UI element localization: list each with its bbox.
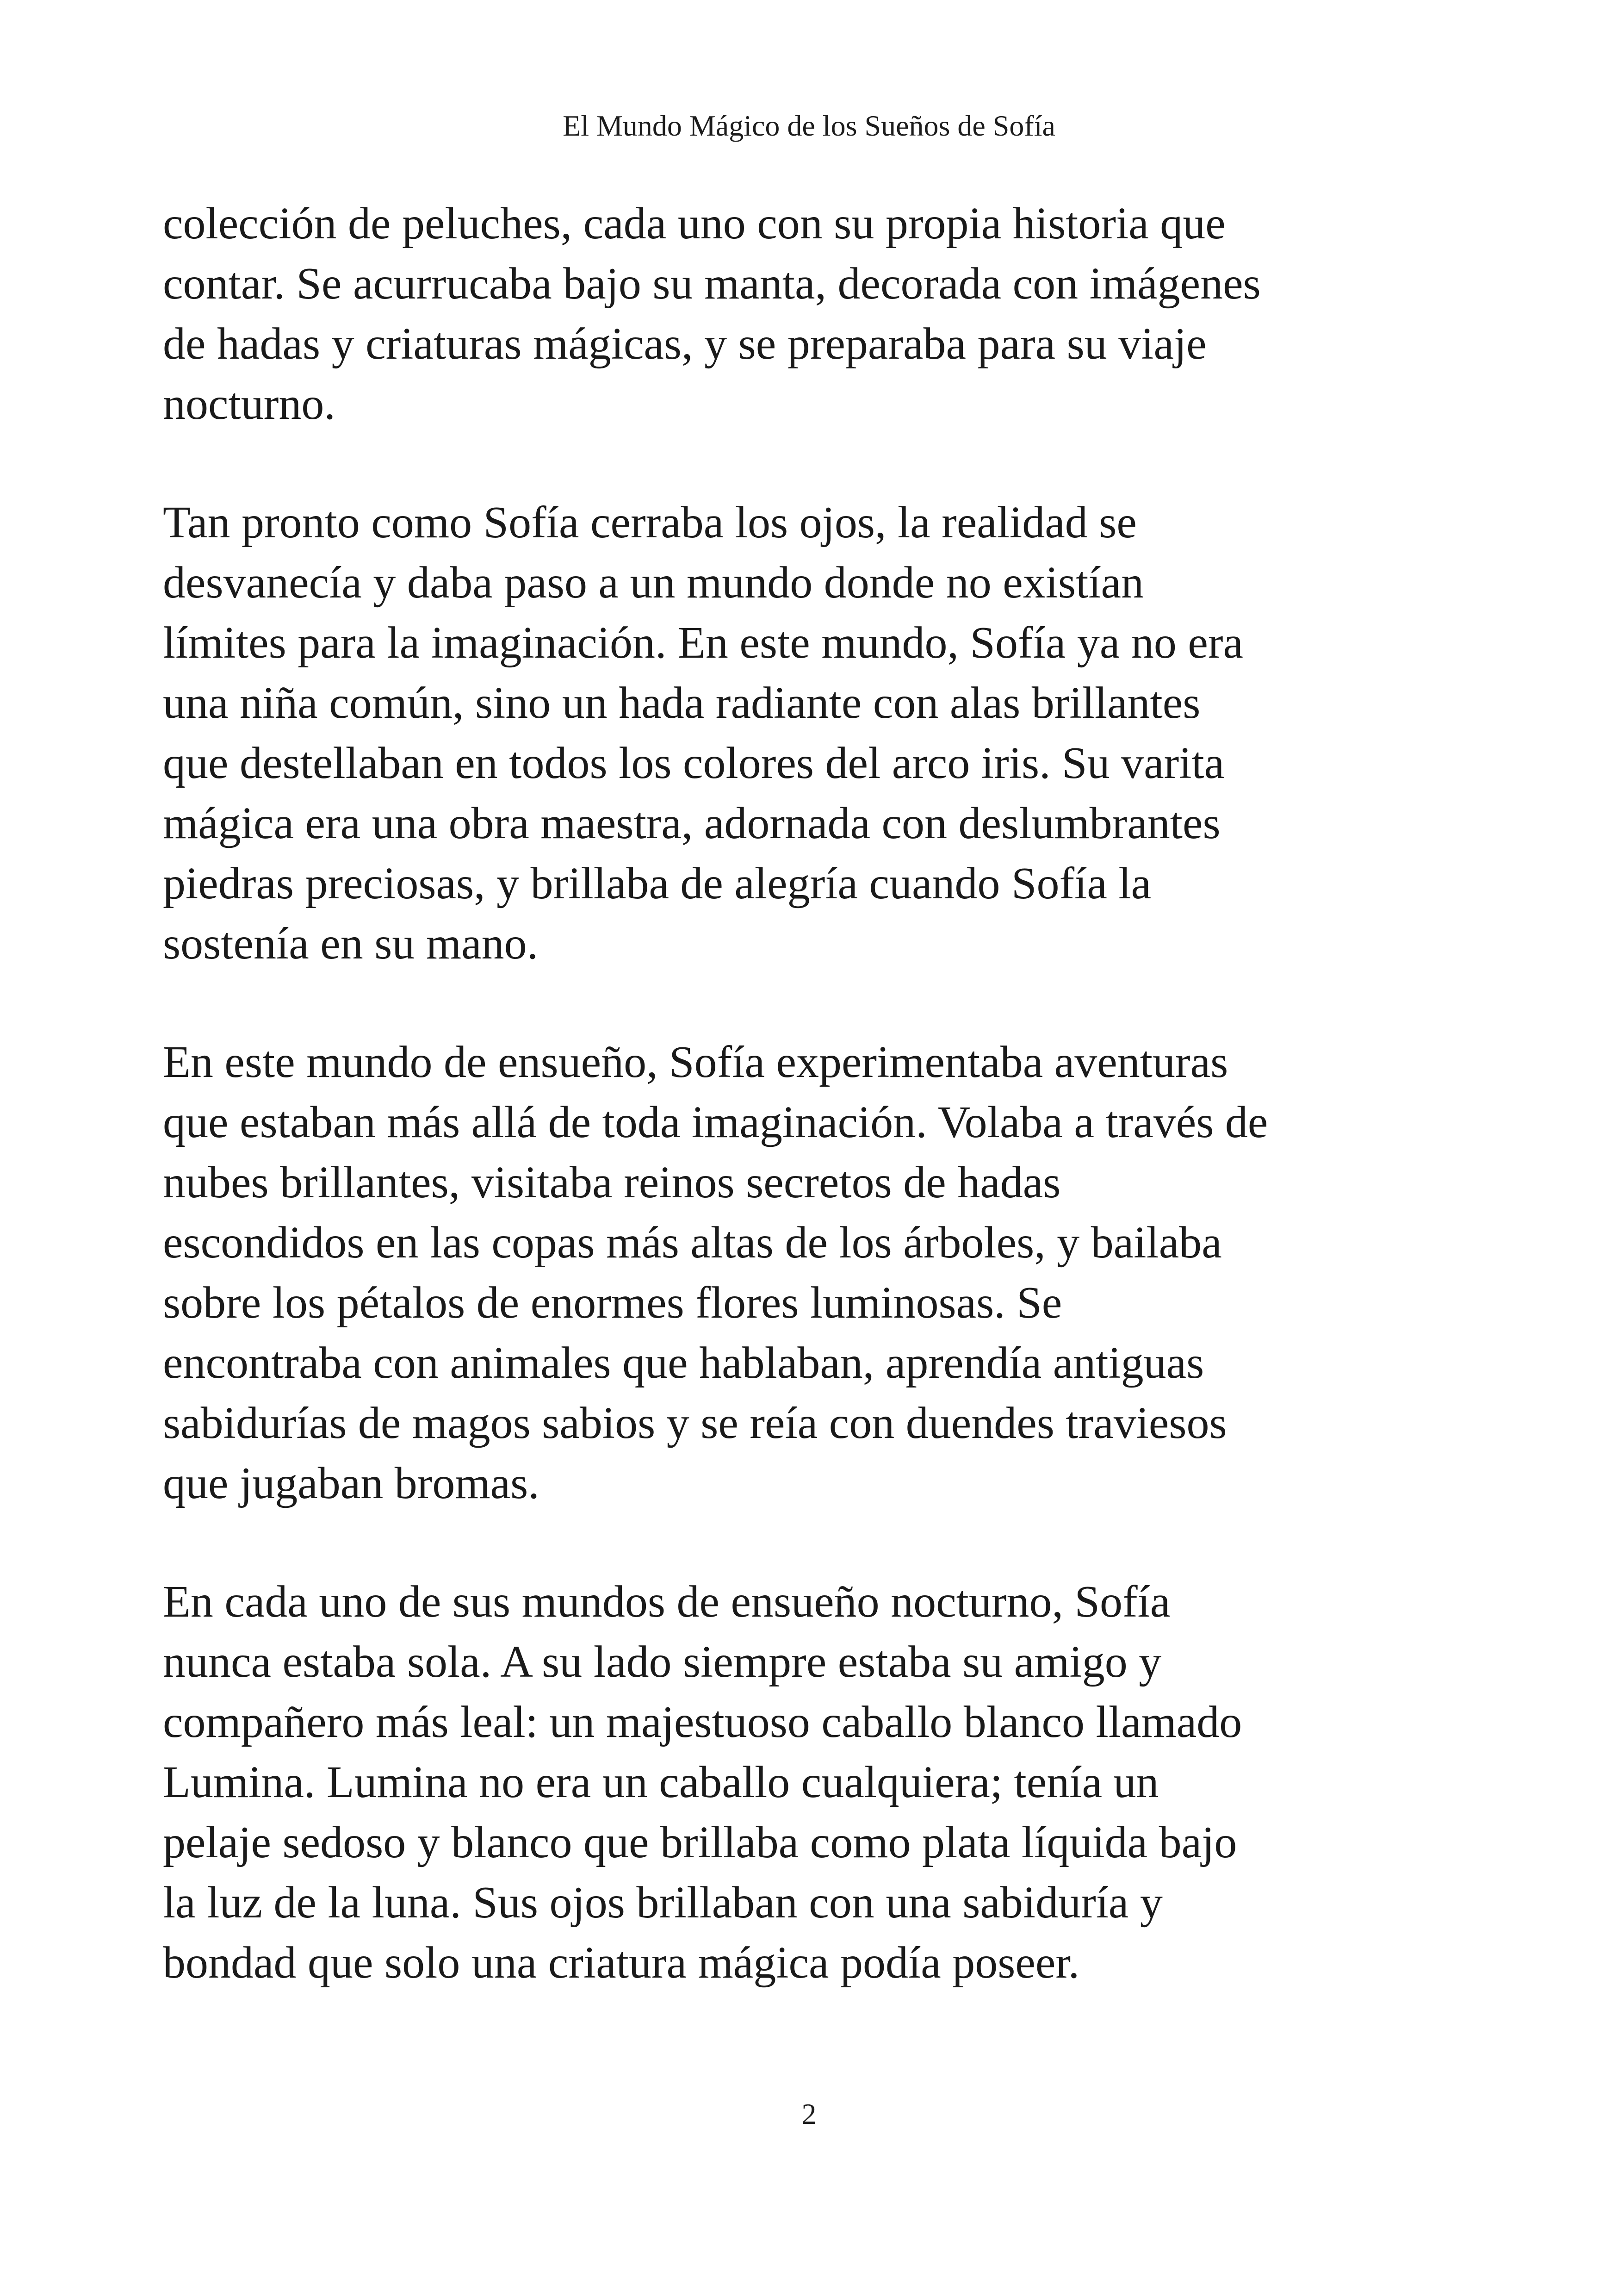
text-line: nocturno.	[163, 379, 335, 429]
text-line: desvanecía y daba paso a un mundo donde no existían	[163, 558, 1144, 608]
text-line: mágica era una obra maestra, adornada con deslumbrantes	[163, 798, 1221, 848]
text-line: bondad que solo una criatura mágica podía poseer.	[163, 1938, 1080, 1988]
text-line: la luz de la luna. Sus ojos brillaban con una sabiduría y	[163, 1878, 1163, 1928]
page-number: 2	[801, 2097, 817, 2130]
text-line: Tan pronto como Sofía cerraba los ojos, la realidad se	[163, 498, 1137, 548]
text-line: colección de peluches, cada uno con su propia historia que	[163, 199, 1226, 249]
text-line: En este mundo de ensueño, Sofía experimentaba aventuras	[163, 1037, 1228, 1087]
text-line: contar. Se acurrucaba bajo su manta, decorada con imágenes	[163, 259, 1261, 309]
text-line: encontraba con animales que hablaban, aprendía antiguas	[163, 1338, 1204, 1388]
text-line: piedras preciosas, y brillaba de alegría cuando Sofía la	[163, 859, 1152, 908]
text-line: Lumina. Lumina no era un caballo cualquiera; tenía un	[163, 1757, 1159, 1807]
text-line: pelaje sedoso y blanco que brillaba como plata líquida bajo	[163, 1817, 1237, 1867]
text-line: que jugaban bromas.	[163, 1458, 539, 1508]
paragraph	[163, 1032, 1458, 1513]
text-line: sabidurías de magos sabios y se reía con duendes traviesos	[163, 1398, 1227, 1448]
running-header: El Mundo Mágico de los Sueños de Sofía	[563, 109, 1055, 142]
body-text	[163, 193, 1458, 2051]
text-line: nunca estaba sola. A su lado siempre estaba su amigo y	[163, 1637, 1162, 1687]
text-line: nubes brillantes, visitaba reinos secretos de hadas	[163, 1157, 1061, 1207]
text-line: escondidos en las copas más altas de los árboles, y bailaba	[163, 1218, 1222, 1268]
text-line: límites para la imaginación. En este mundo, Sofía ya no era	[163, 618, 1243, 668]
text-line: sostenía en su mano.	[163, 919, 539, 969]
text-line: una niña común, sino un hada radiante con alas brillantes	[163, 678, 1201, 728]
text-line: que estaban más allá de toda imaginación. Volaba a través de	[163, 1097, 1268, 1147]
text-line: sobre los pétalos de enormes flores luminosas. Se	[163, 1278, 1062, 1328]
text-line: En cada uno de sus mundos de ensueño nocturno, Sofía	[163, 1577, 1171, 1627]
paragraph	[163, 492, 1458, 974]
paragraph	[163, 193, 1458, 434]
text-line: compañero más leal: un majestuoso caballo blanco llamado	[163, 1697, 1242, 1747]
text-line: que destellaban en todos los colores del arco iris. Su varita	[163, 738, 1225, 788]
text-line: de hadas y criaturas mágicas, y se preparaba para su viaje	[163, 319, 1207, 369]
paragraph	[163, 1572, 1458, 1993]
